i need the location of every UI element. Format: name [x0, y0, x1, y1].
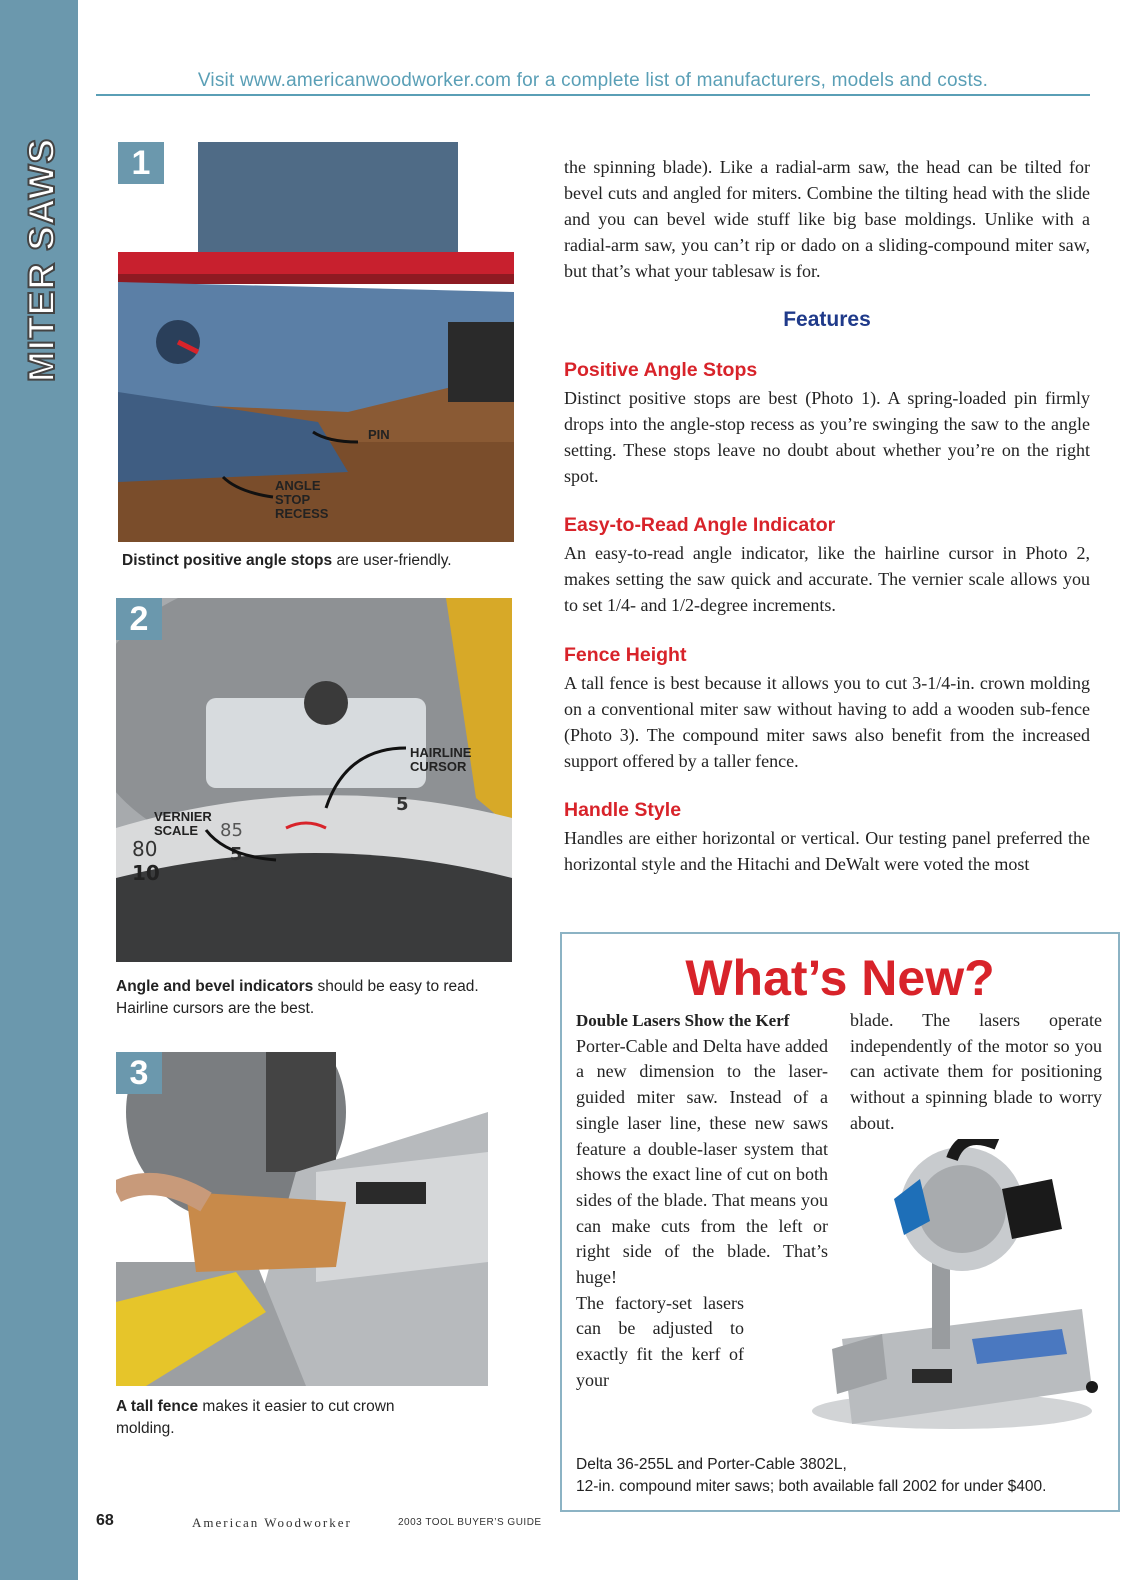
photo-3	[116, 1052, 488, 1386]
body-fence-height: A tall fence is best because it allows you to cut 3-1/4-in. crown molding on a conventional miter saw without having to add a wooden sub-fence (Photo 3). The compound miter saws also benefit from the increased support offered by a taller fence.	[564, 673, 1090, 771]
whats-new-title: What’s New?	[685, 950, 995, 1006]
callout-pin: PIN	[368, 427, 390, 442]
photo-2	[116, 598, 512, 962]
publication-name: American Woodworker	[192, 1515, 352, 1530]
website-link[interactable]: Visit www.americanwoodworker.com for a complete list of manufacturers, models and costs.	[197, 70, 989, 91]
section-title: MITER SAWS	[21, 137, 62, 383]
heading-positive-angle-stops: Positive Angle Stops	[564, 359, 758, 381]
article-intro: the spinning blade). Like a radial-arm saw, the head can be tilted for bevel cuts and angled for miters. Combine the tilting head with the slide and you can bevel wide stuff like big base moldings. Unlike with a radial-arm saw, you can’t rip or dado on a sliding-compound miter saw, but that’s what your tablesaw is for.	[564, 157, 1090, 281]
photo-1	[118, 142, 514, 542]
svg-text:10: 10	[132, 861, 160, 885]
svg-text:5: 5	[230, 844, 243, 865]
guide-name: 2003 TOOL BUYER’S GUIDE	[398, 1517, 542, 1528]
photo-number-badge: 1	[118, 142, 164, 184]
svg-text:85: 85	[220, 820, 243, 841]
features-heading: Features	[783, 308, 871, 331]
whats-new-body-1b: The factory-set lasers can be adjusted to exactly fit the kerf of your	[576, 1292, 744, 1390]
body-positive-angle-stops: Distinct positive stops are best (Photo 1). A spring-loaded pin firmly drops into the angle-stop recess as you’re swinging the saw to the angle setting. These stops leave no doubt about whether you’re on the right spot.	[564, 388, 1090, 486]
callout-hairline-cursor: HAIRLINE CURSOR	[410, 745, 472, 774]
photo-number-badge: 2	[116, 598, 162, 640]
whats-new-body-1: Porter-Cable and Delta have added a new dimension to the laser-guided miter saw. Instead of a single laser line, these new saws feature a double-laser system that shows the exact line of cut on both sides of the blade. That means you can make cuts from the left or right side of the blade. That’s huge!	[576, 1035, 828, 1288]
whats-new-kicker: Double Lasers Show the Kerf	[576, 1011, 790, 1030]
heading-handle-style: Handle Style	[564, 799, 682, 821]
photo-2-caption: Angle and bevel indicators should be easy to read. Hairline cursors are the best.	[116, 978, 479, 1017]
callout-angle-stop-recess: ANGLE STOP RECESS	[275, 478, 329, 521]
svg-text:80: 80	[132, 837, 158, 861]
heading-angle-indicator: Easy-to-Read Angle Indicator	[564, 514, 836, 536]
photo-3-caption: A tall fence makes it easier to cut crown molding.	[116, 1398, 395, 1437]
body-angle-indicator: An easy-to-read angle indicator, like the hairline cursor in Photo 2, makes setting the saw quick and accurate. The vernier scale allows you to set 1/4- and 1/2-degree increments.	[564, 543, 1090, 615]
sidebar-band	[0, 0, 78, 1580]
photo-1-caption: Distinct positive angle stops are user-friendly.	[122, 552, 452, 569]
photo-number-badge: 3	[116, 1052, 162, 1094]
photo-3-illustration	[116, 1052, 488, 1386]
header-rule	[96, 94, 1090, 96]
whats-new-column-1	[576, 1008, 828, 1394]
miter-saw-illustration	[812, 1139, 1102, 1439]
body-handle-style: Handles are either horizontal or vertical. Our testing panel preferred the horizontal style and the Hitachi and DeWalt were voted the most	[564, 828, 1090, 874]
callout-vernier-scale: VERNIER SCALE	[154, 809, 212, 838]
whats-new-caption: Delta 36-255L and Porter-Cable 3802L, 12-in. compound miter saws; both available fall 2002 for under $400.	[576, 1456, 1047, 1495]
photo-2-illustration	[116, 598, 512, 962]
heading-fence-height: Fence Height	[564, 644, 687, 666]
whats-new-column-2: blade. The lasers operate independently of the motor so you can activate them for positioning without a spinning blade to worry about.	[850, 1010, 1102, 1133]
page-number: 68	[96, 1512, 114, 1529]
svg-text:5: 5	[396, 794, 409, 815]
whats-new-box	[560, 932, 1120, 1512]
